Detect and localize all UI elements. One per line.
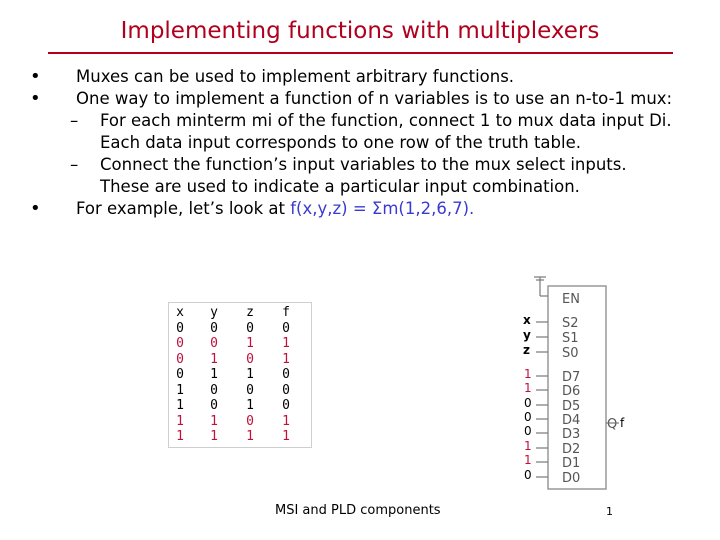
mux-diagram	[512, 272, 632, 492]
truth-cell: 1	[176, 429, 184, 444]
truth-cell: 0	[176, 320, 184, 336]
bullet-dot: •	[30, 198, 41, 219]
truth-cell: 1	[176, 382, 184, 398]
truth-cell: 0	[176, 336, 184, 351]
truth-cell: 1	[246, 429, 254, 444]
truth-cell: 1	[210, 413, 218, 429]
bullet-2-text: One way to implement a function of n variables is to use an n-to-1 mux:	[76, 89, 673, 108]
mux-pin-d2: D2	[562, 442, 581, 457]
mux-pin-d7: D7	[562, 370, 581, 385]
mux-pin-d1: D1	[562, 456, 581, 471]
dash-marker: –	[70, 111, 79, 130]
truth-cell: 1	[246, 336, 254, 351]
truth-col-f	[278, 305, 294, 445]
truth-cell: 1	[282, 413, 290, 429]
example-function: f(x,y,z) = Σm(1,2,6,7).	[290, 199, 475, 218]
truth-header-y: y	[210, 305, 218, 320]
mux-pin-d3: D3	[562, 427, 581, 442]
truth-cell: 1	[282, 429, 290, 444]
truth-cell: 1	[210, 429, 218, 444]
sub-bullet-2	[30, 154, 700, 198]
select-label-y: y	[523, 328, 531, 342]
mux-pin-en: EN	[562, 292, 580, 307]
truth-cell: 0	[210, 336, 218, 351]
truth-cell: 0	[176, 367, 184, 382]
truth-cell: 1	[210, 367, 218, 382]
truth-cell: 0	[282, 320, 290, 336]
data-input-value: 1	[524, 453, 532, 467]
truth-cell: 0	[176, 351, 184, 367]
truth-cell: 0	[210, 382, 218, 398]
mux-pin-s1: S1	[562, 331, 579, 346]
bullet-dot: •	[30, 88, 41, 109]
truth-cell: 0	[246, 320, 254, 336]
sub-bullet-1	[30, 110, 700, 154]
truth-cell: 0	[246, 351, 254, 367]
truth-cell: 1	[282, 351, 290, 367]
footer-text: MSI and PLD components	[275, 503, 441, 518]
truth-header-f: f	[282, 305, 290, 320]
bullet-1	[30, 66, 700, 88]
truth-cell: 1	[176, 398, 184, 413]
data-input-value: 0	[524, 396, 532, 410]
data-input-value: 0	[524, 410, 532, 424]
mux-pin-d4: D4	[562, 413, 581, 428]
truth-cell: 0	[246, 382, 254, 398]
mux-pin-s0: S0	[562, 346, 579, 361]
truth-cell: 1	[282, 336, 290, 351]
mux-pin-q: Q	[607, 417, 618, 432]
truth-cell: 1	[246, 398, 254, 413]
mux-pin-d5: D5	[562, 399, 581, 414]
sub-bullet-2-line2: These are used to indicate a particular input combination.	[100, 177, 580, 196]
output-label-f: f	[620, 416, 625, 430]
truth-cell: 0	[210, 398, 218, 413]
truth-cell: 0	[282, 382, 290, 398]
mux-pin-s2: S2	[562, 316, 579, 331]
select-label-z: z	[523, 343, 530, 357]
sub-bullet-1-line1: For each minterm mi of the function, connect 1 to mux data input Di.	[100, 111, 672, 130]
truth-header-x: x	[176, 305, 184, 320]
truth-cell: 0	[210, 320, 218, 336]
truth-cell: 1	[210, 351, 218, 367]
data-input-value: 1	[524, 381, 532, 395]
data-input-value: 0	[524, 424, 532, 438]
bullet-dot: •	[30, 66, 41, 87]
mux-pin-d6: D6	[562, 384, 581, 399]
title-underline	[48, 52, 673, 54]
data-input-value: 1	[524, 439, 532, 453]
truth-cell: 0	[282, 398, 290, 413]
truth-cell: 0	[246, 413, 254, 429]
select-label-x: x	[523, 313, 531, 327]
truth-cell: 1	[246, 367, 254, 382]
page-number: 1	[606, 505, 613, 518]
bullet-1-text: Muxes can be used to implement arbitrary functions.	[76, 67, 515, 86]
bullet-list	[30, 66, 700, 220]
bullet-2	[30, 88, 700, 110]
truth-cell: 1	[176, 413, 184, 429]
bullet-3	[30, 198, 700, 220]
sub-bullet-1-line2: Each data input corresponds to one row of the truth table.	[100, 133, 581, 152]
truth-col-z	[242, 305, 258, 445]
data-input-value: 0	[524, 468, 532, 482]
truth-table	[168, 302, 312, 448]
sub-bullet-2-line1: Connect the function’s input variables to the mux select inputs.	[100, 155, 627, 174]
bullet-3-prefix: For example, let’s look at	[76, 199, 291, 218]
truth-cell: 0	[282, 367, 290, 382]
truth-col-x	[172, 305, 188, 445]
truth-col-y	[206, 305, 222, 445]
truth-header-z: z	[246, 305, 254, 320]
data-input-value: 1	[524, 367, 532, 381]
mux-pin-d0: D0	[562, 471, 581, 486]
dash-marker: –	[70, 155, 79, 174]
slide-title: Implementing functions with multiplexers	[120, 18, 600, 44]
